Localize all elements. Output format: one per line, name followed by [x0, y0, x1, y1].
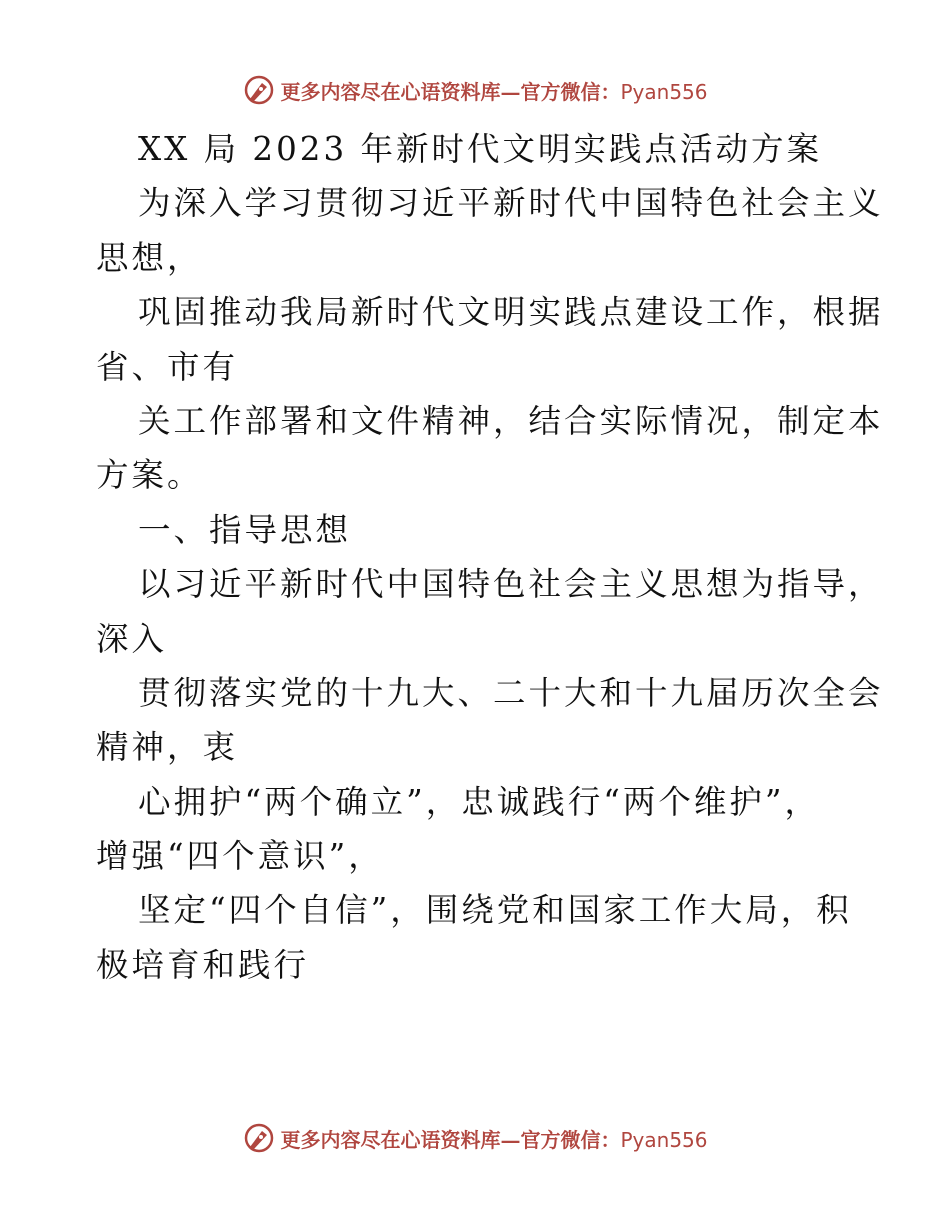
paragraph-line: 巩固推动我局新时代文明实践点建设工作，根据	[138, 293, 884, 332]
document-title: XX 局 2023 年新时代文明实践点活动方案	[138, 130, 822, 168]
watermark-text: 更多内容尽在心语资料库—官方微信：Pyan556	[280, 1127, 708, 1152]
paragraph-line: 思想，	[96, 238, 203, 277]
paragraph-line: 坚定“四个自信”，围绕党和国家工作大局，积	[138, 891, 852, 930]
paragraph-line: 为深入学习贯彻习近平新时代中国特色社会主义	[138, 184, 884, 223]
paragraph-line: 心拥护“两个确立”，忠诚践行“两个维护”，	[138, 782, 820, 821]
footer-watermark	[0, 1118, 950, 1158]
paragraph-line: 精神，衷	[96, 728, 239, 767]
paragraph-line: 增强“四个意识”，	[96, 837, 384, 876]
watermark-text: 更多内容尽在心语资料库—官方微信：Pyan556	[280, 79, 708, 104]
paragraph-line: 深入	[96, 619, 168, 658]
paragraph-line: 以习近平新时代中国特色社会主义思想为指导，	[138, 565, 884, 604]
paragraph-line: 关工作部署和文件精神，结合实际情况，制定本	[138, 401, 884, 440]
document-body	[96, 122, 884, 992]
paragraph-line: 方案。	[96, 456, 203, 495]
header-watermark	[0, 70, 950, 110]
section-heading: 一、指导思想	[138, 510, 352, 549]
paragraph-line: 省、市有	[96, 347, 239, 386]
paragraph-line: 极培育和践行	[96, 945, 310, 984]
paragraph-line: 贯彻落实党的十九大、二十大和十九届历次全会	[138, 673, 884, 712]
pen-nib-logo-icon	[242, 73, 276, 107]
pen-nib-logo-icon	[242, 1121, 276, 1155]
